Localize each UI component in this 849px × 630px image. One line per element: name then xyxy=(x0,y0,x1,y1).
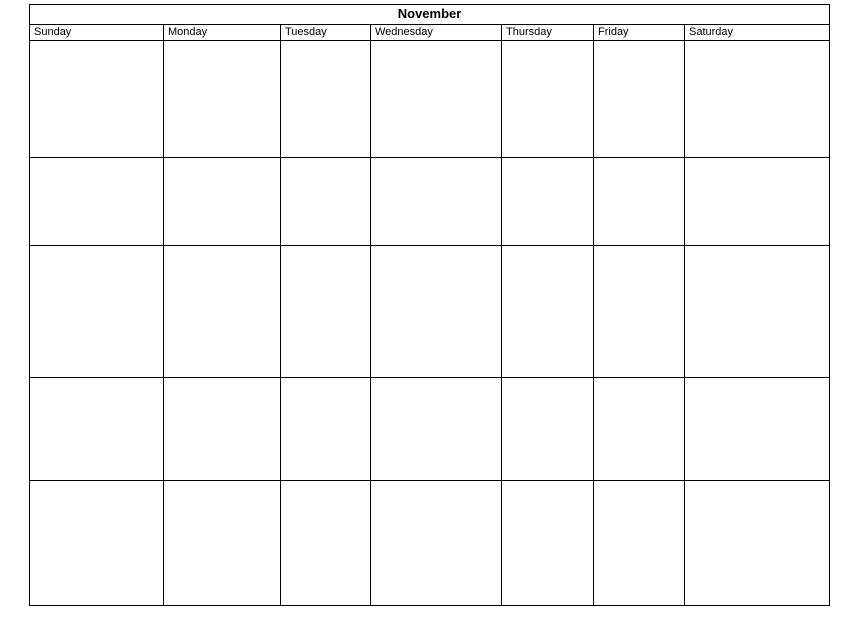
day-cell[interactable] xyxy=(281,246,371,378)
day-cell[interactable] xyxy=(685,158,830,246)
day-cell[interactable] xyxy=(685,378,830,481)
day-cell-empty xyxy=(30,41,164,158)
day-cell[interactable] xyxy=(371,378,502,481)
day-cell[interactable] xyxy=(371,246,502,378)
weekday-thursday: Thursday xyxy=(502,25,594,41)
day-cell[interactable] xyxy=(594,41,685,158)
weekday-friday: Friday xyxy=(594,25,685,41)
day-cell[interactable] xyxy=(281,158,371,246)
day-cell[interactable] xyxy=(281,481,371,606)
month-title: November xyxy=(30,5,830,25)
day-cell[interactable] xyxy=(371,481,502,606)
day-cell-empty xyxy=(281,41,371,158)
day-cell-empty xyxy=(371,41,502,158)
day-cell[interactable] xyxy=(502,246,594,378)
day-cell[interactable] xyxy=(164,481,281,606)
weekday-tuesday: Tuesday xyxy=(281,25,371,41)
weekday-saturday: Saturday xyxy=(685,25,830,41)
weekday-monday: Monday xyxy=(164,25,281,41)
day-cell[interactable] xyxy=(30,158,164,246)
day-cell[interactable] xyxy=(30,378,164,481)
day-cell[interactable] xyxy=(371,158,502,246)
day-cell[interactable] xyxy=(30,481,164,606)
day-cell-empty xyxy=(502,41,594,158)
day-cell[interactable] xyxy=(502,378,594,481)
day-cell[interactable] xyxy=(164,378,281,481)
day-cell[interactable] xyxy=(164,158,281,246)
weekday-wednesday: Wednesday xyxy=(371,25,502,41)
day-cell-empty xyxy=(164,41,281,158)
day-cell[interactable] xyxy=(502,158,594,246)
day-cell[interactable] xyxy=(594,158,685,246)
day-cell[interactable] xyxy=(594,378,685,481)
day-cell[interactable] xyxy=(281,378,371,481)
day-cell[interactable] xyxy=(685,481,830,606)
day-cell[interactable] xyxy=(30,246,164,378)
day-cell[interactable] xyxy=(685,246,830,378)
day-cell[interactable] xyxy=(594,246,685,378)
day-cell[interactable] xyxy=(594,481,685,606)
day-cell[interactable] xyxy=(685,41,830,158)
weekday-sunday: Sunday xyxy=(30,25,164,41)
calendar-table xyxy=(29,4,830,606)
day-cell[interactable] xyxy=(502,481,594,606)
day-cell[interactable] xyxy=(164,246,281,378)
